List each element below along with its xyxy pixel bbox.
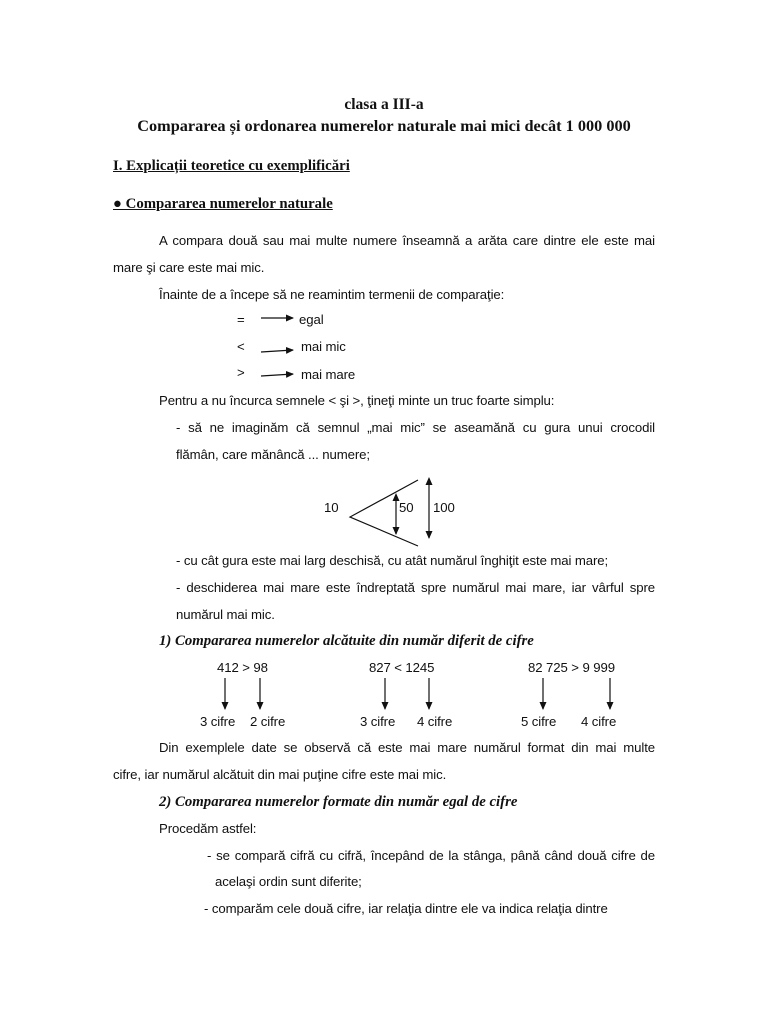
crocodile-mouth-icon xyxy=(350,480,418,546)
paragraph-definition-line2: mare şi care este mai mic. xyxy=(113,260,265,275)
example-expression-2: 827 < 1245 xyxy=(369,660,435,675)
term-meaning-less: mai mic xyxy=(301,339,346,354)
paragraph-terms-intro: Înainte de a începe să ne reamintim termenii de comparaţie: xyxy=(159,287,505,302)
term-meaning-greater: mai mare xyxy=(301,367,356,382)
subsection-heading: ● Compararea numerelor naturale xyxy=(113,196,333,212)
example-3-right-digits: 4 cifre xyxy=(581,714,617,729)
part2-intro: Procedăm astfel: xyxy=(159,821,257,836)
example-2-left-digits: 3 cifre xyxy=(360,714,396,729)
term-meaning-equal: egal xyxy=(299,312,324,327)
part2-step1-line2: acelaşi ordin sunt diferite; xyxy=(215,874,362,889)
example-1-right-digits: 2 cifre xyxy=(250,714,286,729)
grade-label: clasa a III-a xyxy=(344,96,424,113)
arrow-right-icon xyxy=(261,374,293,376)
bullet-mouth-open: - cu cât gura este mai larg deschisă, cu atât numărul înghiţit este mai mare; xyxy=(176,553,609,568)
croc-right-number: 100 xyxy=(433,500,455,515)
arrow-right-icon xyxy=(261,350,293,352)
part1-conclusion-line2: cifre, iar numărul alcătuit din mai puţine cifre este mai mic. xyxy=(113,767,447,782)
term-symbol-greater: > xyxy=(237,365,245,380)
example-3-left-digits: 5 cifre xyxy=(521,714,557,729)
example-expression-3: 82 725 > 9 999 xyxy=(528,660,615,675)
paragraph-trick-intro: Pentru a nu încurca semnele < şi >, ţineţi minte un truc foarte simplu: xyxy=(159,393,555,408)
example-2-right-digits: 4 cifre xyxy=(417,714,453,729)
bullet-opening-direction-line1: - deschiderea mai mare este îndreptată spre numărul mai mare, iar vârful spre xyxy=(176,580,655,595)
croc-left-number: 10 xyxy=(324,500,339,515)
bullet-crocodile-line2: flămân, care mănâncă ... numere; xyxy=(176,447,370,462)
example-1-left-digits: 3 cifre xyxy=(200,714,236,729)
part1-conclusion-line1: Din exemplele date se observă că este mai mare numărul format din mai multe xyxy=(159,740,655,755)
part2-heading: 2) Compararea numerelor formate din număr egal de cifre xyxy=(159,794,518,810)
part1-heading: 1) Compararea numerelor alcătuite din număr diferit de cifre xyxy=(159,633,534,649)
term-symbol-equal: = xyxy=(237,312,245,327)
paragraph-definition-line1: A compara două sau mai multe numere înseamnă a arăta care dintre ele este mai xyxy=(159,233,655,248)
example-expression-1: 412 > 98 xyxy=(217,660,268,675)
bullet-opening-direction-line2: numărul mai mic. xyxy=(176,607,275,622)
croc-middle-number: 50 xyxy=(399,500,414,515)
term-symbol-less: < xyxy=(237,339,245,354)
part2-step1-line1: - se compară cifră cu cifră, începând de la stânga, până când două cifre de xyxy=(207,848,655,863)
section-heading: I. Explicații teoretice cu exemplificări xyxy=(113,158,350,174)
page-title: Compararea și ordonarea numerelor naturale mai mici decât 1 000 000 xyxy=(137,116,631,135)
part2-step2: - comparăm cele două cifre, iar relaţia dintre ele va indica relaţia dintre xyxy=(204,901,608,916)
bullet-crocodile-line1: - să ne imaginăm că semnul „mai mic” se aseamănă cu gura unui crocodil xyxy=(176,420,655,435)
